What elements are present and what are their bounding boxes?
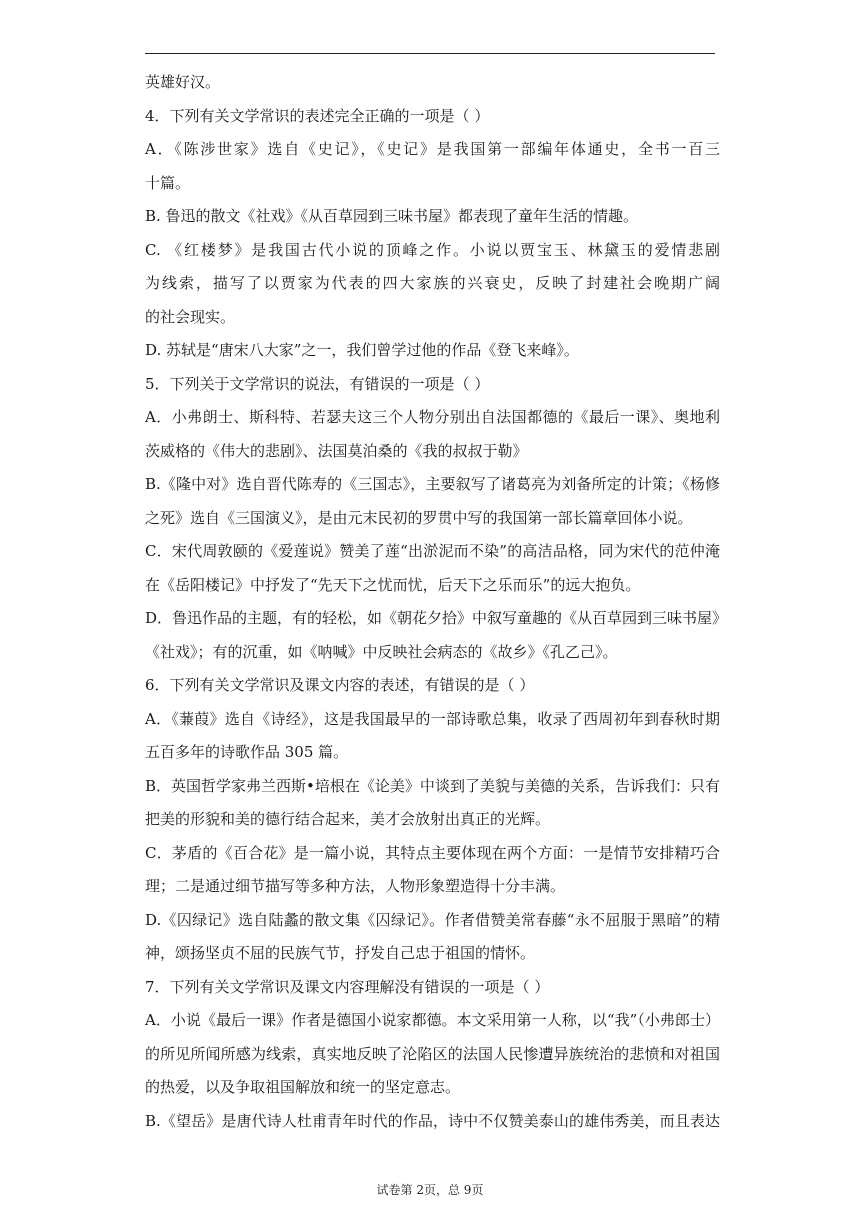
question-7-stem: 7．下列有关文学常识及课文内容理解没有错误的一项是（ ） (145, 977, 550, 996)
option-line: 理；二是通过细节描写等多种方法，人物形象塑造得十分丰满。 (145, 877, 566, 895)
option-line: D.《囚绿记》选自陆蠡的散文集《囚绿记》。作者借赞美常春藤“永不屈服于黑暗”的精 (145, 910, 720, 929)
option-line: 神，颂扬坚贞不屈的民族气节，抒发自己忠于祖国的情怀。 (145, 944, 536, 962)
option-line: B.《隆中对》选自晋代陈寿的《三国志》，主要叙写了诸葛亮为刘备所定的计策；《杨修 (145, 475, 720, 493)
option-line: A．《蒹葭》选自《诗经》，这是我国最早的一部诗歌总集，收录了西周初年到春秋时期 (145, 709, 720, 728)
option-line: D. 苏轼是“唐宋八大家”之一，我们曾学过他的作品《登飞来峰》。 (145, 341, 579, 359)
question-6-stem: 6．下列有关文学常识及课文内容的表述，有错误的是（ ） (145, 676, 535, 694)
question-4-stem: 4．下列有关文学常识的表述完全正确的一项是（ ） (145, 106, 490, 125)
option-line: B．英国哲学家弗兰西斯•培根在《论美》中谈到了美貌与美德的关系，告诉我们：只有 (145, 776, 720, 795)
option-line: 《社戏》；有的沉重，如《呐喊》中反映社会病态的《故乡》《孔乙己》。 (145, 642, 618, 661)
option-line: 的热爱，以及争取祖国解放和统一的坚定意志。 (145, 1078, 461, 1096)
option-line: 十篇。 (145, 173, 191, 192)
option-line: 之死》选自《三国演义》，是由元末民初的罗贯中写的我国第一部长篇章回体小说。 (145, 508, 693, 527)
page-body (145, 66, 728, 1138)
page-footer: 试卷第 2页，总 9页 (376, 1183, 484, 1197)
option-line: B. 鲁迅的散文《社戏》《从百草园到三味书屋》都表现了童年生活的情趣。 (145, 207, 639, 225)
option-line: 在《岳阳楼记》中抒发了“先天下之忧而忧，后天下之乐而乐”的远大抱负。 (145, 575, 641, 594)
text-line: 英雄好汉。 (145, 73, 221, 91)
header-rule (145, 53, 715, 54)
option-line: 的所见所闻所感为线索，真实地反映了沦陷区的法国人民惨遭异族统治的悲愤和对祖国 (145, 1044, 720, 1063)
option-line: 茨威格的《伟大的悲剧》、法国莫泊桑的《我的叔叔于勒》 (145, 441, 528, 460)
option-line: 的社会现实。 (145, 307, 236, 326)
option-line: A．小弗朗士、斯科特、若瑟夫这三个人物分别出自法国都德的《最后一课》、奥地利 (145, 408, 720, 426)
option-line: C．宋代周敦颐的《爱莲说》赞美了莲“出淤泥而不染”的高洁品格，同为宋代的范仲淹 (145, 542, 720, 560)
option-line: B.《望岳》是唐代诗人杜甫青年时代的作品，诗中不仅赞美泰山的雄伟秀美，而且表达 (145, 1111, 720, 1130)
option-line: A．《陈涉世家》选自《史记》，《史记》是我国第一部编年体通史，全书一百三 (145, 140, 720, 158)
question-5-stem: 5．下列关于文学常识的说法，有错误的一项是（ ） (145, 374, 490, 393)
option-line: C．茅盾的《百合花》是一篇小说，其特点主要体现在两个方面：一是情节安排精巧合 (145, 843, 720, 862)
option-line: A．小说《最后一课》作者是德国小说家都德。本文采用第一人称，以“我”（小弗郎士） (145, 1011, 720, 1029)
option-line: D．鲁迅作品的主题，有的轻松，如《朝花夕拾》中叙写童趣的《从百草园到三味书屋》 (145, 609, 728, 627)
option-line: 把美的形貌和美的德行结合起来，美才会放射出真正的光辉。 (145, 810, 551, 828)
option-line: 为线索，描写了以贾家为代表的四大家族的兴衰史，反映了封建社会晚期广阔 (145, 274, 720, 292)
option-line: 五百多年的诗歌作品 305 篇。 (145, 743, 349, 761)
option-line: C. 《红楼梦》是我国古代小说的顶峰之作。小说以贾宝玉、林黛玉的爱情悲剧 (145, 240, 720, 259)
